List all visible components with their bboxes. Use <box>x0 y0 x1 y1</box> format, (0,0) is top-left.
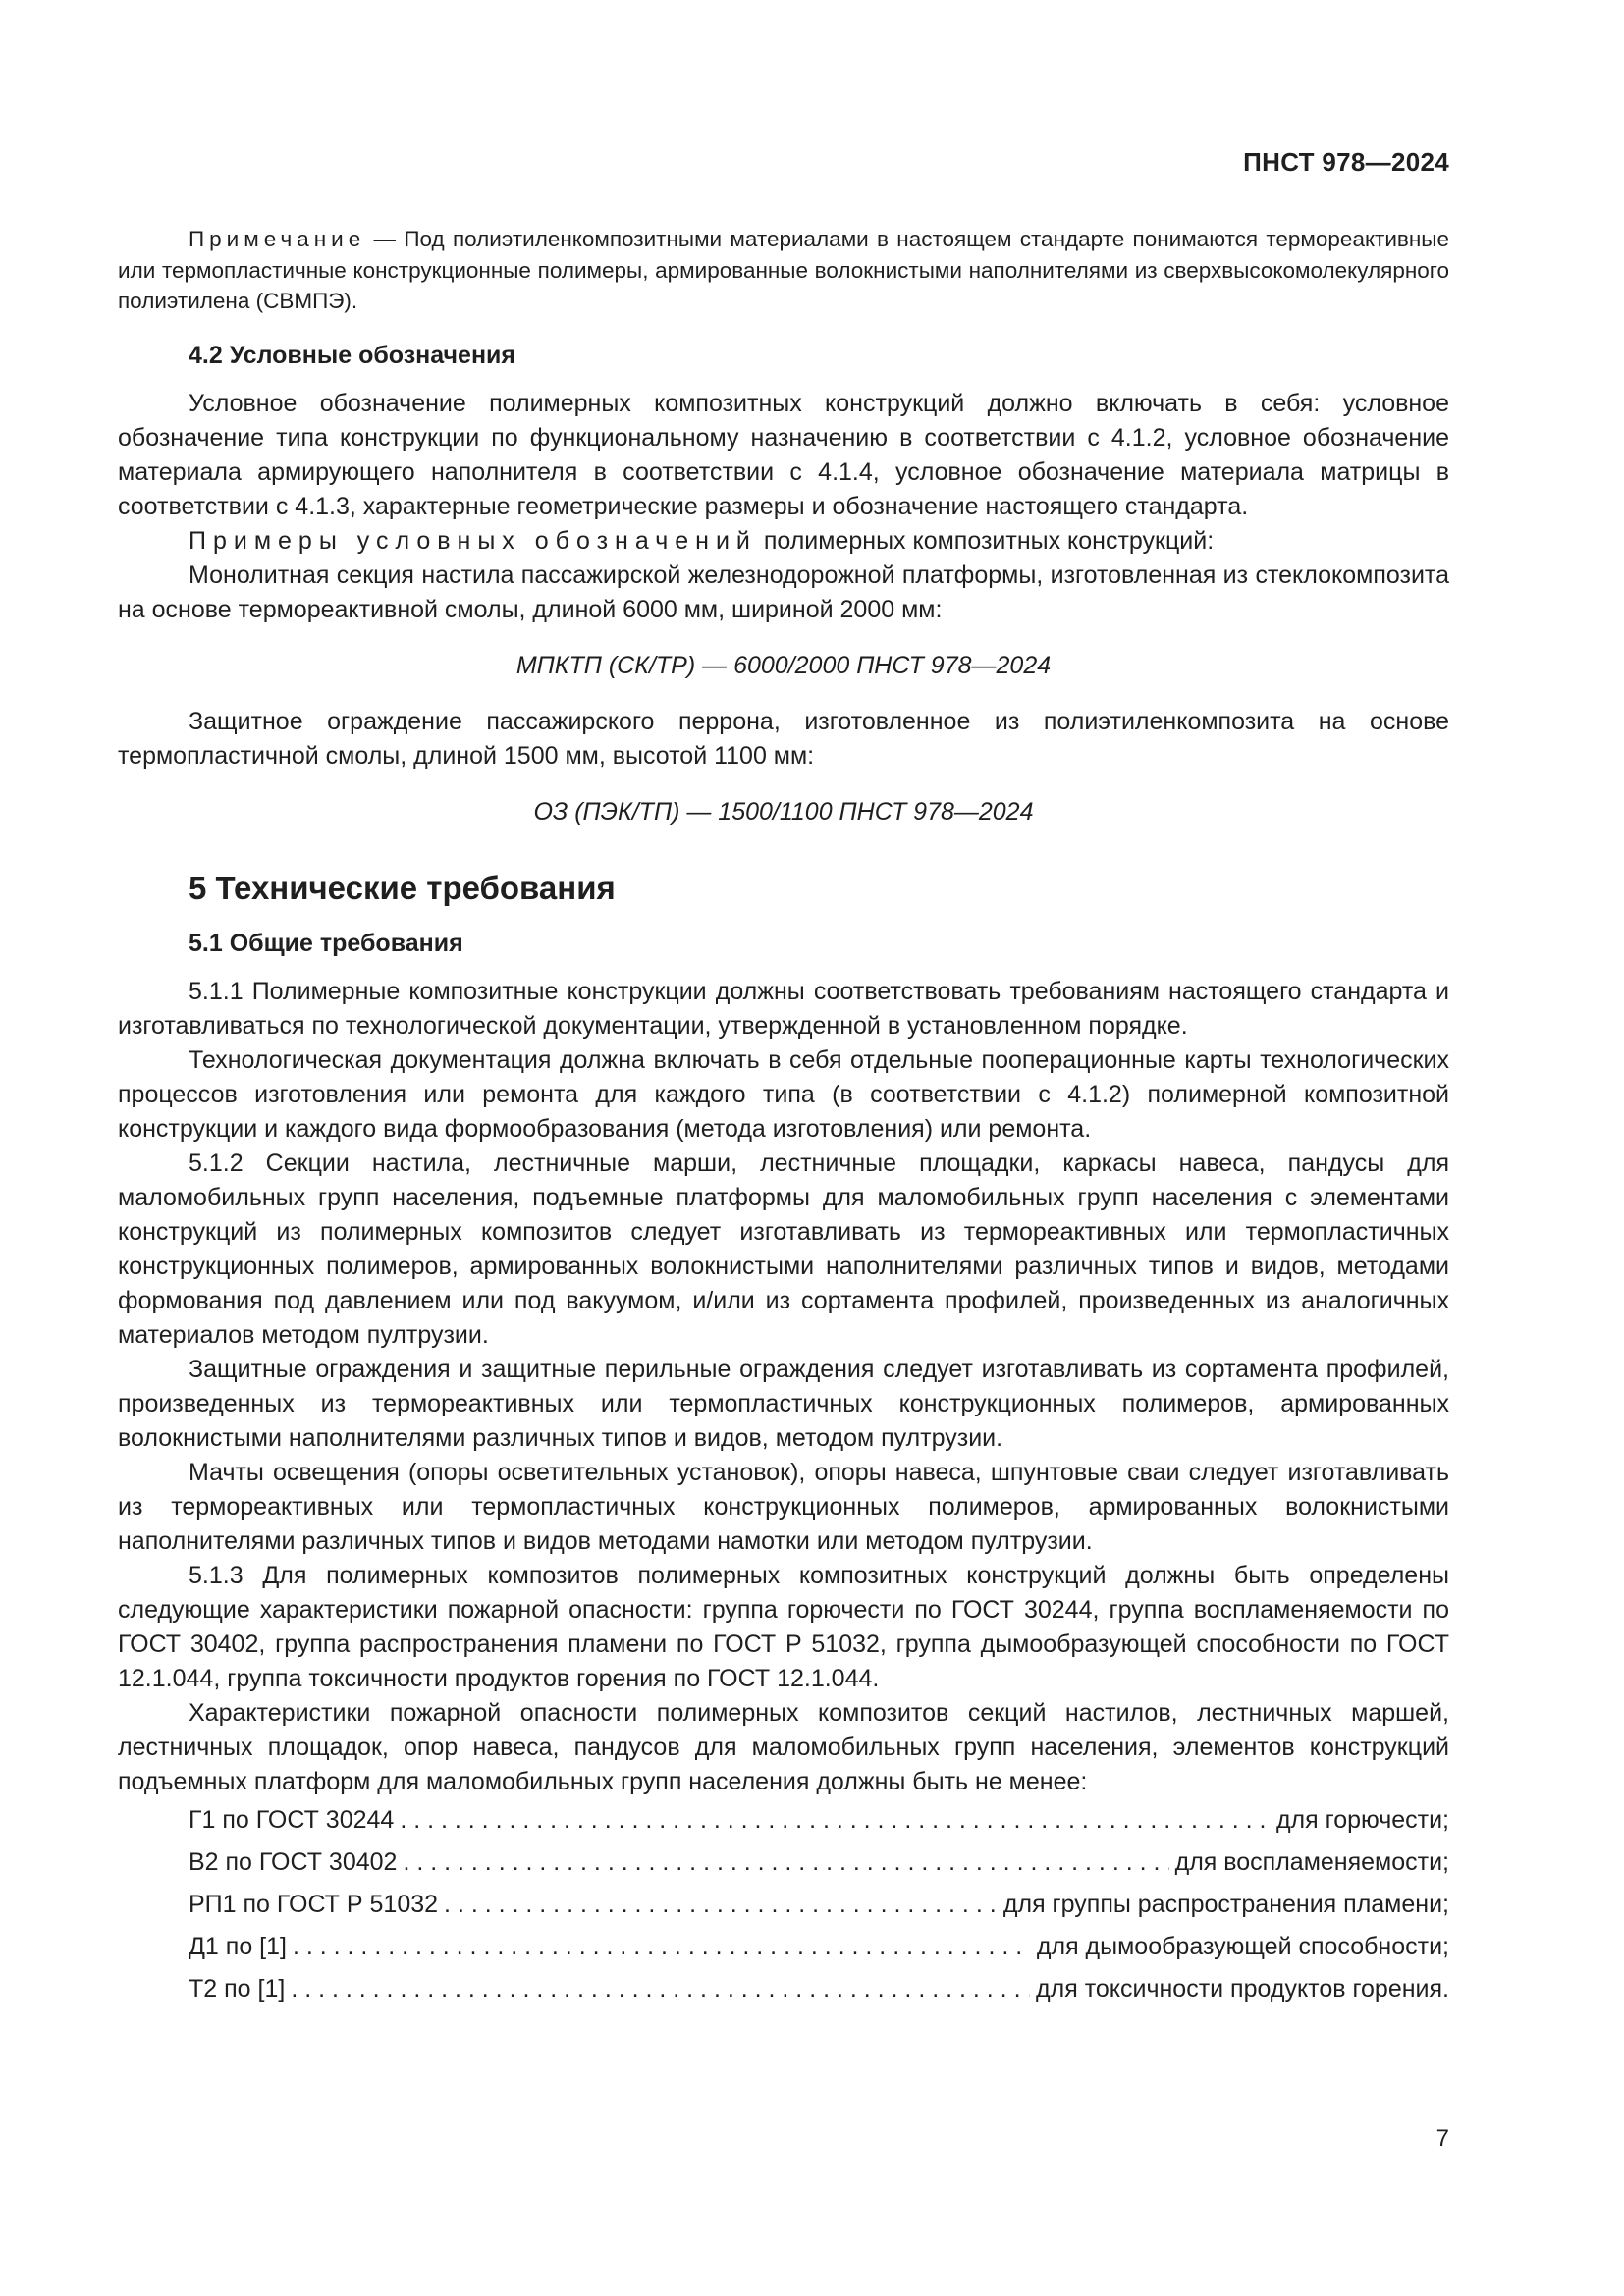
formula-1: МПКТП (СК/ТР) — 6000/2000 ПНСТ 978—2024 <box>515 651 1052 679</box>
page-content <box>118 224 1449 2010</box>
section-5-1-heading: 5.1 Общие требования <box>189 929 463 957</box>
list-item <box>189 1968 1449 2010</box>
note-paragraph <box>118 224 1449 317</box>
list-item-desc: для воспламеняемости; <box>1174 1847 1449 1876</box>
para-5-1-2c: Мачты освещения (опоры осветительных установок), опоры навеса, шпунтовые сваи следует изготавливать из термореактивных или термопластичных конструкционных полимеров, армированных волокнистыми наполнителями различных типов и видов методами намотки или методом пултрузии. <box>118 1458 1449 1555</box>
examples-rest: полимерных композитных конструкций: <box>756 526 1215 555</box>
leader-dots <box>444 1884 998 1926</box>
list-item-value: В2 по ГОСТ 30402 <box>189 1847 398 1876</box>
formula-2: ОЗ (ПЭК/ТП) — 1500/1100 ПНСТ 978—2024 <box>533 797 1034 826</box>
leader-dots <box>400 1799 1271 1842</box>
standard-code-header: ПНСТ 978—2024 <box>1243 147 1449 177</box>
leader-dots <box>403 1842 1168 1884</box>
list-item <box>189 1842 1449 1884</box>
para-5-1-3: 5.1.3 Для полимерных композитов полимерных композитных конструкций должны быть определены следующие характеристики пожарной опасности: группа горючести по ГОСТ 30244, группа воспламеняемости по ГОСТ 30402, группа распространения пламени по ГОСТ Р 51032, группа дымообразующей способности по ГОСТ 12.1.044, группа токсичности продуктов горения по ГОСТ 12.1.044. <box>118 1561 1449 1692</box>
para-5-1-2: 5.1.2 Секции настила, лестничные марши, лестничные площадки, каркасы навеса, пандусы для маломобильных групп населения, подъемные платформы для маломобильных групп населения с элементами конструкций из полимерных композитов следует изготавливать из термореактивных или термопластичных конструкционных полимеров, армированных волокнистыми наполнителями различных типов и видов, методами формования под давлением или под вакуумом, и/или из сортамента профилей, произведенных из аналогичных материалов методом пултрузии. <box>118 1148 1449 1349</box>
list-item-value: Д1 по [1] <box>189 1932 287 1960</box>
example-2-text: Защитное ограждение пассажирского перрона, изготовленное из полиэтиленкомпозита на основе термопластичной смолы, длиной 1500 мм, высотой 1100 мм: <box>118 707 1449 770</box>
page-number: 7 <box>1435 2125 1449 2152</box>
list-item-value: Г1 по ГОСТ 30244 <box>189 1805 395 1834</box>
section-5-heading: 5 Технические требования <box>189 869 616 906</box>
note-text: — Под полиэтиленкомпозитными материалами в настоящем стандарте понимаются термореактивные или термопластичные конструкционные полимеры, армированные волокнистыми наполнителями из сверхвысокомолекулярного полиэтилена (СВМПЭ). <box>118 227 1449 313</box>
list-item-value: Т2 по [1] <box>189 1974 286 2002</box>
section-4-2-heading: 4.2 Условные обозначения <box>189 341 516 369</box>
examples-label: Примеры условных обозначений <box>189 526 757 555</box>
examples-intro <box>118 524 1449 559</box>
para-5-1-1: 5.1.1 Полимерные композитные конструкции должны соответствовать требованиям настоящего стандарта и изготавливаться по технологической документации, утвержденной в установленном порядке. <box>118 977 1449 1040</box>
list-item-desc: для группы распространения пламени; <box>1002 1890 1449 1918</box>
leader-dots <box>291 1968 1030 2010</box>
list-item <box>189 1799 1449 1842</box>
para-5-1-3b: Характеристики пожарной опасности полимерных композитов секций настилов, лестничных маршей, лестничных площадок, опор навеса, пандусов для маломобильных групп населения, элементов конструкций подъемных платформ для маломобильных групп населения должны быть не менее: <box>118 1698 1449 1795</box>
list-item <box>189 1884 1449 1926</box>
para-5-1-2b: Защитные ограждения и защитные перильные ограждения следует изготавливать из сортамента профилей, произведенных из термореактивных или термопластичных конструкционных полимеров, армированных волокнистыми наполнителями различных типов и видов, методом пултрузии. <box>118 1355 1449 1452</box>
note-label: Примечание <box>189 227 366 251</box>
leader-dots <box>293 1926 1031 1968</box>
list-item-desc: для дымообразующей способности; <box>1036 1932 1449 1960</box>
example-1-text: Монолитная секция настила пассажирской железнодорожной платформы, изготовленная из стеклокомпозита на основе термореактивной смолы, длиной 6000 мм, шириной 2000 мм: <box>118 561 1449 623</box>
fire-characteristics-list <box>189 1799 1449 2010</box>
section-4-2-para: Условное обозначение полимерных композитных конструкций должно включать в себя: условное обозначение типа конструкции по функциональному назначению в соответствии с 4.1.2, условное обозначение материала армирующего наполнителя в соответствии с 4.1.4, условное обозначение материала матрицы в соответствии с 4.1.3, характерные геометрические размеры и обозначение настоящего стандарта. <box>118 389 1449 520</box>
list-item-desc: для горючести; <box>1275 1805 1449 1834</box>
list-item-desc: для токсичности продуктов горения. <box>1036 1974 1449 2002</box>
list-item <box>189 1926 1449 1968</box>
list-item-value: РП1 по ГОСТ Р 51032 <box>189 1890 439 1918</box>
para-5-1-1b: Технологическая документация должна включать в себя отдельные пооперационные карты технологических процессов изготовления или ремонта для каждого типа (в соответствии с 4.1.2) полимерной композитной конструкции и каждого вида формообразования (метода изготовления) или ремонта. <box>118 1045 1449 1143</box>
